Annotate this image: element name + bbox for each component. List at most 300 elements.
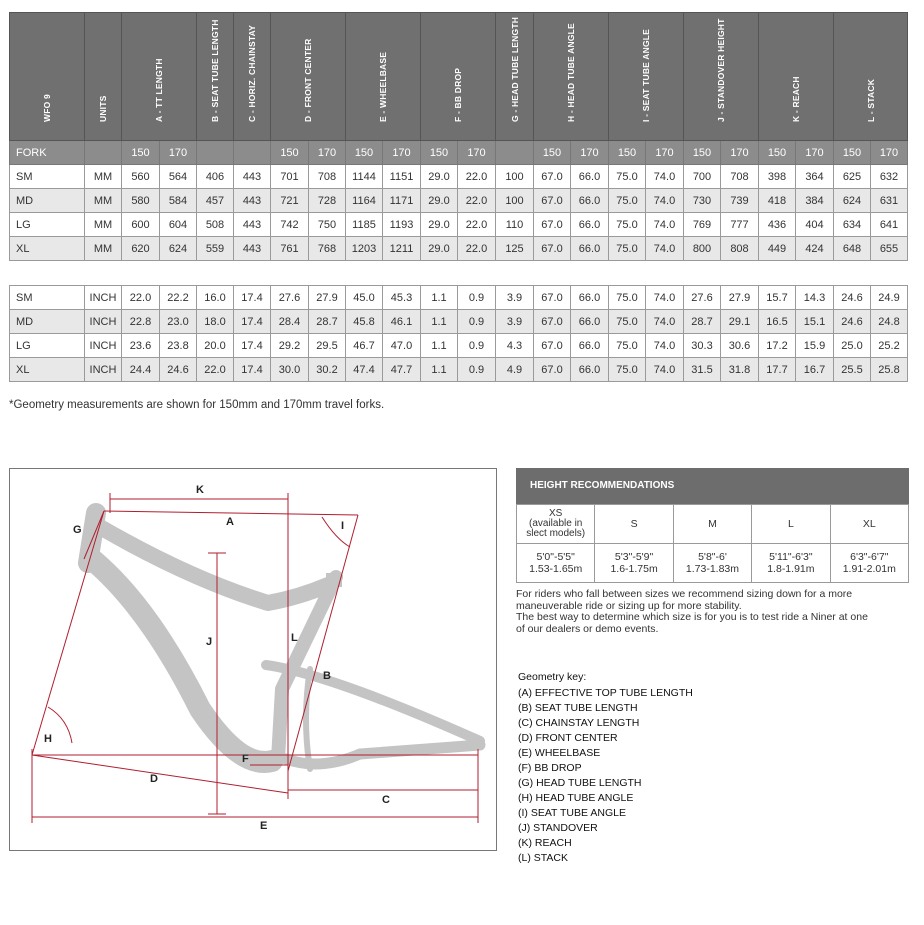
label-l: L <box>291 632 298 644</box>
range-cell <box>595 544 673 583</box>
table-cell: 74.0 <box>646 165 684 189</box>
table-cell: 443 <box>234 237 271 261</box>
table-cell: 150 <box>609 141 646 165</box>
table-cell: 23.8 <box>160 334 197 358</box>
table-cell: 1171 <box>383 189 421 213</box>
table-cell: 25.0 <box>834 334 871 358</box>
header-reach: K - REACH <box>759 13 834 141</box>
label-c: C <box>382 794 390 806</box>
table-cell: 23.0 <box>160 310 197 334</box>
range-m: 1.8-1.91m <box>767 563 815 575</box>
table-cell: 75.0 <box>609 213 646 237</box>
table-cell: 24.9 <box>871 286 908 310</box>
table-cell: 384 <box>796 189 834 213</box>
size-note: slect models) <box>526 528 586 539</box>
header-head-tube-length: G - HEAD TUBE LENGTH <box>496 13 534 141</box>
table-cell: 22.2 <box>160 286 197 310</box>
table-cell: 170 <box>458 141 496 165</box>
table-cell: 28.4 <box>271 310 309 334</box>
range-m: 1.91-2.01m <box>842 563 896 575</box>
table-cell: 769 <box>684 213 721 237</box>
table-row <box>10 189 908 213</box>
table-cell: 66.0 <box>571 310 609 334</box>
table-cell: 150 <box>271 141 309 165</box>
range-ft: 6'3"-6'7" <box>850 551 889 563</box>
table-cell: 74.0 <box>646 237 684 261</box>
table-cell: 23.6 <box>122 334 160 358</box>
table-cell: 30.2 <box>309 358 346 382</box>
table-cell: 1164 <box>346 189 383 213</box>
table-cell: 67.0 <box>534 310 571 334</box>
chainstay <box>286 745 480 764</box>
table-cell: 170 <box>796 141 834 165</box>
table-row <box>10 286 908 310</box>
key-item-f: (F) BB DROP <box>518 762 582 774</box>
label-h: H <box>44 733 52 745</box>
advice-line: maneuverable ride or sizing up for more stability. <box>516 599 742 612</box>
table-cell: INCH <box>85 286 122 310</box>
header-horiz-chainstay: C - HORIZ. CHAINSTAY <box>234 13 271 141</box>
range-m: 1.6-1.75m <box>610 563 658 575</box>
table-cell: 45.0 <box>346 286 383 310</box>
range-ft: 5'3"-5'9" <box>614 551 654 563</box>
geometry-table-inch <box>9 285 908 382</box>
height-recommendations-title: HEIGHT RECOMMENDATIONS <box>516 468 909 504</box>
size-label: XS <box>549 508 563 519</box>
table-cell: 443 <box>234 213 271 237</box>
size-cell: S <box>595 505 673 544</box>
table-cell: 74.0 <box>646 213 684 237</box>
table-cell: 150 <box>346 141 383 165</box>
table-cell: 22.8 <box>122 310 160 334</box>
table-cell: 29.0 <box>421 237 458 261</box>
key-item-c: (C) CHAINSTAY LENGTH <box>518 717 640 729</box>
table-cell: 66.0 <box>571 237 609 261</box>
header-model: WFO 9 <box>10 13 85 141</box>
table-cell: 24.4 <box>122 358 160 382</box>
key-item-l: (L) STACK <box>518 852 568 864</box>
table-row <box>10 165 908 189</box>
table-cell: 170 <box>871 141 908 165</box>
geometry-key-title: Geometry key: <box>518 671 587 683</box>
table-cell: 761 <box>271 237 309 261</box>
table-cell: 4.3 <box>496 334 534 358</box>
key-item-g: (G) HEAD TUBE LENGTH <box>518 777 642 789</box>
table-cell: 75.0 <box>609 286 646 310</box>
table-cell: 31.8 <box>721 358 759 382</box>
table-cell: 620 <box>122 237 160 261</box>
sizing-advice <box>516 589 906 635</box>
table-cell: 29.0 <box>421 165 458 189</box>
table-cell: 3.9 <box>496 310 534 334</box>
bike-frame-diagram <box>10 469 496 850</box>
table-cell: 631 <box>871 189 908 213</box>
table-cell: 27.9 <box>309 286 346 310</box>
table-cell: 625 <box>834 165 871 189</box>
table-cell: 66.0 <box>571 358 609 382</box>
advice-line: For riders who fall between sizes we recommend sizing down for a more <box>516 588 853 600</box>
table-cell: 750 <box>309 213 346 237</box>
table-cell: 170 <box>571 141 609 165</box>
table-cell: 17.4 <box>234 310 271 334</box>
inch-rows <box>10 286 908 382</box>
table-cell: 66.0 <box>571 213 609 237</box>
table-cell: 22.0 <box>458 237 496 261</box>
range-row <box>517 544 909 583</box>
label-e: E <box>260 820 268 832</box>
range-m: 1.53-1.65m <box>529 563 583 575</box>
table-cell: 170 <box>721 141 759 165</box>
header-bb-drop: F - BB DROP <box>421 13 496 141</box>
table-cell: 0.9 <box>458 310 496 334</box>
height-recommendations <box>516 468 909 583</box>
table-cell: 721 <box>271 189 309 213</box>
row-size-label: LG <box>10 213 85 237</box>
table-cell: MM <box>85 213 122 237</box>
table-row <box>10 310 908 334</box>
table-cell: 742 <box>271 213 309 237</box>
table-cell: 624 <box>834 189 871 213</box>
key-item-a: (A) EFFECTIVE TOP TUBE LENGTH <box>518 687 693 699</box>
table-cell: 398 <box>759 165 796 189</box>
table-cell: 67.0 <box>534 165 571 189</box>
table-cell: 632 <box>871 165 908 189</box>
key-item-d: (D) FRONT CENTER <box>518 732 618 744</box>
table-cell: 29.0 <box>421 213 458 237</box>
header-seat-tube-angle: I - SEAT TUBE ANGLE <box>609 13 684 141</box>
range-cell <box>517 544 595 583</box>
table-cell: 46.1 <box>383 310 421 334</box>
table-cell: 17.4 <box>234 286 271 310</box>
table-cell: 648 <box>834 237 871 261</box>
table-cell: FORK <box>10 141 85 165</box>
table-cell: 150 <box>684 141 721 165</box>
table-cell: 100 <box>496 165 534 189</box>
header-wheelbase: E - WHEELBASE <box>346 13 421 141</box>
table-cell: 29.2 <box>271 334 309 358</box>
table-cell: MM <box>85 189 122 213</box>
table-cell: 100 <box>496 189 534 213</box>
table-cell: 67.0 <box>534 358 571 382</box>
table-cell: 27.6 <box>271 286 309 310</box>
table-cell: 75.0 <box>609 189 646 213</box>
table-cell: 1193 <box>383 213 421 237</box>
row-size-label: XL <box>10 237 85 261</box>
table-header-row <box>10 13 908 141</box>
table-cell: 1211 <box>383 237 421 261</box>
table-cell: 66.0 <box>571 286 609 310</box>
label-b: B <box>323 670 331 682</box>
header-front-center: D - FRONT CENTER <box>271 13 346 141</box>
advice-line: The best way to determine which size is for you is to test ride a Niner at one <box>516 611 868 623</box>
table-cell <box>197 141 234 165</box>
table-cell: 66.0 <box>571 334 609 358</box>
table-cell: 728 <box>309 189 346 213</box>
table-cell: 739 <box>721 189 759 213</box>
key-item-k: (K) REACH <box>518 837 572 849</box>
key-item-e: (E) WHEELBASE <box>518 747 601 759</box>
table-cell: 150 <box>759 141 796 165</box>
table-cell: 16.0 <box>197 286 234 310</box>
table-cell <box>496 141 534 165</box>
table-cell: 808 <box>721 237 759 261</box>
label-j: J <box>206 636 213 648</box>
table-cell: 75.0 <box>609 334 646 358</box>
row-size-label: XL <box>10 358 85 382</box>
header-units: UNITS <box>85 13 122 141</box>
table-cell: 25.8 <box>871 358 908 382</box>
label-a: A <box>226 516 234 528</box>
header-stack: L - STACK <box>834 13 908 141</box>
table-row <box>10 358 908 382</box>
geometry-diagram <box>9 468 497 851</box>
table-cell: 16.7 <box>796 358 834 382</box>
table-cell: 24.6 <box>160 358 197 382</box>
table-cell: 67.0 <box>534 213 571 237</box>
table-cell: 28.7 <box>309 310 346 334</box>
table-cell: 67.0 <box>534 237 571 261</box>
table-cell: MM <box>85 237 122 261</box>
table-cell: 1.1 <box>421 286 458 310</box>
range-m: 1.73-1.83m <box>685 563 740 575</box>
table-cell: 730 <box>684 189 721 213</box>
table-cell: 67.0 <box>534 189 571 213</box>
table-cell: 31.5 <box>684 358 721 382</box>
table-cell: 22.0 <box>458 213 496 237</box>
table-cell: 74.0 <box>646 334 684 358</box>
label-k: K <box>196 484 204 496</box>
table-cell: 768 <box>309 237 346 261</box>
table-cell: 20.0 <box>197 334 234 358</box>
dim-arc-i <box>322 517 350 547</box>
table-cell: 364 <box>796 165 834 189</box>
label-g: G <box>73 524 82 536</box>
table-cell: 700 <box>684 165 721 189</box>
range-cell <box>752 544 830 583</box>
table-cell: 27.9 <box>721 286 759 310</box>
size-cell: M <box>673 505 751 544</box>
row-size-label: MD <box>10 189 85 213</box>
table-cell: 404 <box>796 213 834 237</box>
table-cell: 75.0 <box>609 310 646 334</box>
table-cell: MM <box>85 165 122 189</box>
table-cell: 67.0 <box>534 286 571 310</box>
row-size-label: MD <box>10 310 85 334</box>
table-cell: 125 <box>496 237 534 261</box>
header-standover-height: J - STANDOVER HEIGHT <box>684 13 759 141</box>
table-cell: 436 <box>759 213 796 237</box>
table-cell: 27.6 <box>684 286 721 310</box>
table-cell: 1151 <box>383 165 421 189</box>
table-cell: 580 <box>122 189 160 213</box>
table-cell: 30.0 <box>271 358 309 382</box>
table-cell: INCH <box>85 310 122 334</box>
table-cell: 17.4 <box>234 358 271 382</box>
table-cell: 28.7 <box>684 310 721 334</box>
table-cell: 1.1 <box>421 310 458 334</box>
row-size-label: SM <box>10 165 85 189</box>
label-i: I <box>341 520 345 532</box>
table-cell: 559 <box>197 237 234 261</box>
range-cell <box>830 544 908 583</box>
table-cell: 560 <box>122 165 160 189</box>
table-cell: 424 <box>796 237 834 261</box>
table-cell: 17.4 <box>234 334 271 358</box>
geometry-key <box>518 670 693 866</box>
seat-clamp <box>326 573 342 587</box>
table-cell: 66.0 <box>571 165 609 189</box>
table-cell: 47.7 <box>383 358 421 382</box>
table-cell: 0.9 <box>458 358 496 382</box>
key-item-h: (H) HEAD TUBE ANGLE <box>518 792 634 804</box>
table-cell: 22.0 <box>197 358 234 382</box>
table-cell: 655 <box>871 237 908 261</box>
table-cell: 170 <box>383 141 421 165</box>
table-cell: 74.0 <box>646 286 684 310</box>
table-cell: 1.1 <box>421 334 458 358</box>
table-cell: 584 <box>160 189 197 213</box>
table-cell: 47.0 <box>383 334 421 358</box>
table-cell: 1203 <box>346 237 383 261</box>
table-cell: 16.5 <box>759 310 796 334</box>
table-cell: 17.7 <box>759 358 796 382</box>
table-cell: 624 <box>160 237 197 261</box>
dim-line-a <box>104 511 358 515</box>
table-cell: 45.8 <box>346 310 383 334</box>
size-cell: XL <box>830 505 908 544</box>
table-cell: 800 <box>684 237 721 261</box>
header-head-tube-angle: H - HEAD TUBE ANGLE <box>534 13 609 141</box>
range-ft: 5'0"-5'5" <box>536 551 575 563</box>
table-cell: 641 <box>871 213 908 237</box>
range-cell <box>673 544 751 583</box>
table-cell <box>85 141 122 165</box>
table-cell: 66.0 <box>571 189 609 213</box>
seat-stay <box>266 665 480 741</box>
table-cell: 30.3 <box>684 334 721 358</box>
table-cell <box>234 141 271 165</box>
table-cell: 708 <box>721 165 759 189</box>
footnote: *Geometry measurements are shown for 150mm and 170mm travel forks. <box>9 399 385 411</box>
table-cell: 15.1 <box>796 310 834 334</box>
mm-rows <box>10 165 908 261</box>
table-cell: 29.1 <box>721 310 759 334</box>
table-cell: 508 <box>197 213 234 237</box>
table-cell: 25.5 <box>834 358 871 382</box>
table-cell: 418 <box>759 189 796 213</box>
table-cell: 443 <box>234 189 271 213</box>
table-cell: 170 <box>160 141 197 165</box>
table-cell: 443 <box>234 165 271 189</box>
table-cell: 1144 <box>346 165 383 189</box>
table-cell: 18.0 <box>197 310 234 334</box>
key-item-i: (I) SEAT TUBE ANGLE <box>518 807 626 819</box>
table-row <box>10 334 908 358</box>
table-cell: 74.0 <box>646 189 684 213</box>
table-cell: 600 <box>122 213 160 237</box>
label-d: D <box>150 773 158 785</box>
table-cell: 777 <box>721 213 759 237</box>
table-cell: 75.0 <box>609 165 646 189</box>
table-cell: 564 <box>160 165 197 189</box>
table-cell: 0.9 <box>458 286 496 310</box>
table-cell: 22.0 <box>122 286 160 310</box>
table-row <box>10 237 908 261</box>
table-cell: 0.9 <box>458 334 496 358</box>
table-cell: 75.0 <box>609 358 646 382</box>
header-tt-length: A - TT LENGTH <box>122 13 197 141</box>
table-cell: 150 <box>834 141 871 165</box>
table-cell: 17.2 <box>759 334 796 358</box>
size-cell: L <box>752 505 830 544</box>
label-f: F <box>242 753 249 765</box>
table-cell: 75.0 <box>609 237 646 261</box>
table-cell: 46.7 <box>346 334 383 358</box>
key-item-b: (B) SEAT TUBE LENGTH <box>518 702 638 714</box>
height-table <box>516 504 909 583</box>
table-cell: 110 <box>496 213 534 237</box>
table-cell: 150 <box>122 141 160 165</box>
table-cell: 150 <box>534 141 571 165</box>
dim-line-h <box>32 511 104 755</box>
key-item-j: (J) STANDOVER <box>518 822 598 834</box>
table-row <box>10 213 908 237</box>
table-cell: 3.9 <box>496 286 534 310</box>
table-cell: 1185 <box>346 213 383 237</box>
table-cell: 634 <box>834 213 871 237</box>
table-cell: 701 <box>271 165 309 189</box>
range-ft: 5'8"-6' <box>698 551 727 563</box>
header-seat-tube-length: B - SEAT TUBE LENGTH <box>197 13 234 141</box>
table-cell: 67.0 <box>534 334 571 358</box>
table-cell: 4.9 <box>496 358 534 382</box>
table-cell: 170 <box>309 141 346 165</box>
fork-row <box>10 141 908 165</box>
table-cell: INCH <box>85 334 122 358</box>
table-cell: 24.6 <box>834 286 871 310</box>
shock-link <box>306 669 310 769</box>
table-cell: 15.9 <box>796 334 834 358</box>
table-cell: 25.2 <box>871 334 908 358</box>
table-cell: 45.3 <box>383 286 421 310</box>
table-cell: INCH <box>85 358 122 382</box>
table-cell: 74.0 <box>646 358 684 382</box>
table-cell: 15.7 <box>759 286 796 310</box>
table-cell: 30.6 <box>721 334 759 358</box>
size-row <box>517 505 909 544</box>
table-cell: 1.1 <box>421 358 458 382</box>
table-cell: 150 <box>421 141 458 165</box>
table-cell: 406 <box>197 165 234 189</box>
table-cell: 24.8 <box>871 310 908 334</box>
advice-line: of our dealers or demo events. <box>516 622 659 635</box>
range-ft: 5'11"-6'3" <box>769 551 813 563</box>
table-cell: 29.0 <box>421 189 458 213</box>
table-cell: 22.0 <box>458 165 496 189</box>
row-size-label: SM <box>10 286 85 310</box>
geometry-table-mm <box>9 12 908 261</box>
table-cell: 449 <box>759 237 796 261</box>
size-note: (available in <box>529 518 583 529</box>
table-cell: 74.0 <box>646 310 684 334</box>
table-cell: 29.5 <box>309 334 346 358</box>
table-cell: 708 <box>309 165 346 189</box>
table-cell: 604 <box>160 213 197 237</box>
row-size-label: LG <box>10 334 85 358</box>
table-cell: 457 <box>197 189 234 213</box>
table-cell: 22.0 <box>458 189 496 213</box>
table-cell: 14.3 <box>796 286 834 310</box>
